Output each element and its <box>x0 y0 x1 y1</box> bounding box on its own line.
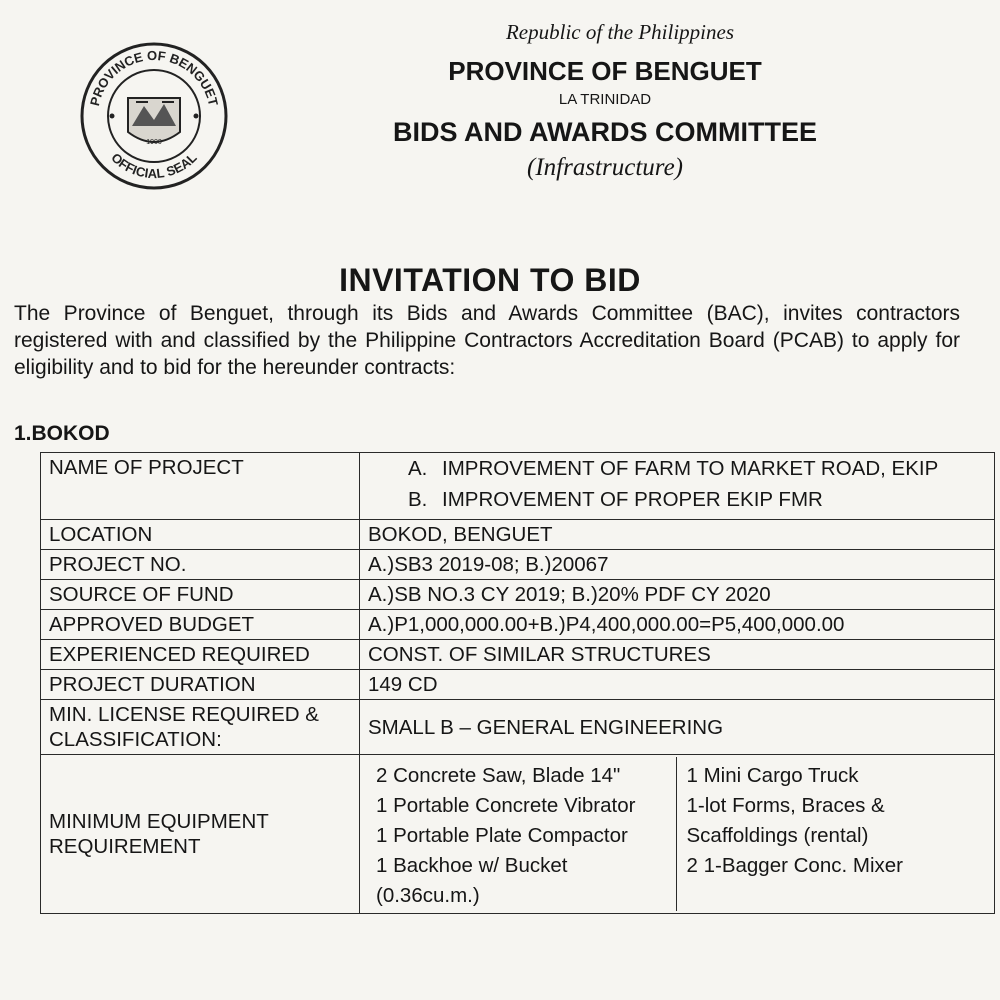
project-name: IMPROVEMENT OF FARM TO MARKET ROAD, EKIP <box>442 457 939 480</box>
province-heading: PROVINCE OF BENGUET <box>448 56 762 86</box>
row-label: PROJECT NO. <box>41 550 360 580</box>
row-label: EXPERIENCED REQUIRED <box>41 640 360 670</box>
project-details-table <box>40 452 995 914</box>
table-row <box>41 640 995 670</box>
table-row <box>41 755 995 914</box>
committee-subheading: (Infrastructure) <box>527 154 683 181</box>
row-label: LOCATION <box>41 520 360 550</box>
project-names-cell <box>360 453 995 520</box>
city-heading: LA TRINIDAD <box>558 91 652 108</box>
row-label: MIN. LICENSE REQUIRED & CLASSIFICATION: <box>41 700 360 755</box>
table-row <box>41 453 995 520</box>
project-name: IMPROVEMENT OF PROPER EKIP FMR <box>442 488 823 511</box>
page-title: INVITATION TO BID <box>339 262 641 298</box>
table-row <box>41 550 995 580</box>
list-item: 1 Portable Concrete Vibrator <box>376 794 636 817</box>
list-item <box>408 486 986 513</box>
equipment-list-left <box>368 757 676 911</box>
list-item: 1 Mini Cargo Truck <box>686 764 859 787</box>
table-row <box>41 520 995 550</box>
republic-heading: Republic of the Philippines <box>505 20 735 44</box>
equipment-cell <box>360 755 995 914</box>
row-value: A.)SB NO.3 CY 2019; B.)20% PDF CY 2020 <box>360 580 995 610</box>
committee-heading: BIDS AND AWARDS COMMITTEE <box>393 117 817 147</box>
project-letter: B. <box>408 488 428 511</box>
list-item: 1-lot Forms, Braces & Scaffoldings (rental) <box>686 794 885 847</box>
intro-paragraph: The Province of Benguet, through its Bids and Awards Committee (BAC), invites contractors registered with and classified by the Philippine Contractors Accreditation Board (PCAB) to apply for eligibility and to bid for the hereunder contracts: <box>14 302 960 379</box>
equipment-list-right <box>676 757 987 911</box>
project-letter: A. <box>408 457 428 480</box>
section-heading: 1.BOKOD <box>14 422 110 445</box>
seal-top-text: PROVINCE OF BENGUET <box>86 47 222 108</box>
row-value: A.)P1,000,000.00+B.)P4,400,000.00=P5,400,000.00 <box>360 610 995 640</box>
table-row <box>41 580 995 610</box>
list-item: 1 Backhoe w/ Bucket (0.36cu.m.) <box>376 854 568 907</box>
row-label: MINIMUM EQUIPMENT REQUIREMENT <box>41 755 360 914</box>
list-item: 1 Portable Plate Compactor <box>376 824 628 847</box>
row-value: BOKOD, BENGUET <box>360 520 995 550</box>
table-row <box>41 700 995 755</box>
table-row <box>41 610 995 640</box>
table-row <box>41 670 995 700</box>
row-value: CONST. OF SIMILAR STRUCTURES <box>360 640 995 670</box>
list-item: 2 Concrete Saw, Blade 14" <box>376 764 621 787</box>
row-value: 149 CD <box>360 670 995 700</box>
row-value: A.)SB3 2019-08; B.)20067 <box>360 550 995 580</box>
list-item: 2 1-Bagger Conc. Mixer <box>686 854 903 877</box>
seal-bottom-text: OFFICIAL SEAL <box>108 149 200 182</box>
seal-year: 1900 <box>146 139 162 146</box>
row-value: SMALL B – GENERAL ENGINEERING <box>360 700 995 755</box>
row-label: SOURCE OF FUND <box>41 580 360 610</box>
row-label: PROJECT DURATION <box>41 670 360 700</box>
list-item <box>408 455 986 482</box>
row-label: NAME OF PROJECT <box>41 453 360 520</box>
row-label: APPROVED BUDGET <box>41 610 360 640</box>
